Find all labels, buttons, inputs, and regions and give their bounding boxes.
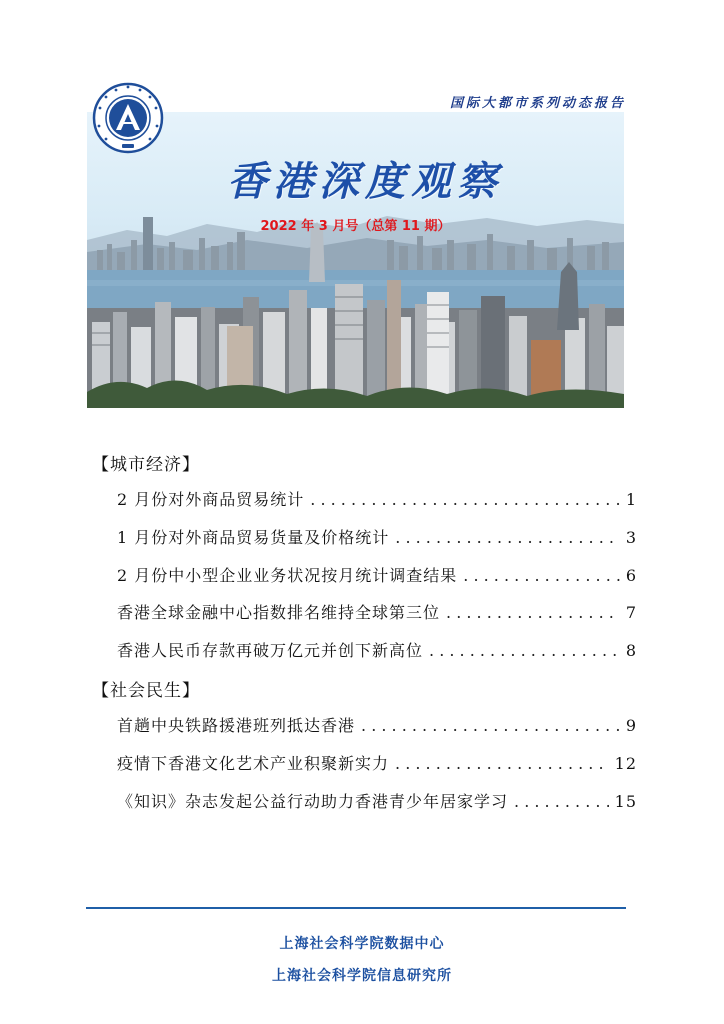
leader-dots: [514, 792, 609, 811]
toc-entry[interactable]: [117, 638, 637, 661]
toc-entry-page: 6: [625, 566, 637, 585]
toc-entry[interactable]: [117, 525, 637, 548]
toc-entry-page: 1: [625, 490, 637, 509]
toc-entry-page: 15: [614, 792, 637, 811]
academy-logo: [92, 82, 164, 154]
toc-entry-title: 香港全球金融中心指数排名维持全球第三位: [117, 603, 441, 622]
section-heading-economy: 【城市经济】: [92, 455, 200, 475]
toc-entry-page: 8: [625, 641, 637, 660]
leader-dots: [361, 716, 620, 735]
leader-dots: [395, 754, 609, 773]
toc-entry[interactable]: [117, 600, 637, 623]
toc-entry-title: 2 月份对外商品贸易统计: [117, 490, 305, 509]
toc-entry-title: 首趟中央铁路援港班列抵达香港: [117, 716, 356, 735]
toc-entry-page: 3: [625, 528, 637, 547]
leader-dots: [395, 528, 620, 547]
toc-entry-page: 7: [625, 603, 637, 622]
series-label: 国际大都市系列动态报告: [449, 96, 626, 111]
toc-entry-title: 《知识》杂志发起公益行动助力香港青少年居家学习: [117, 792, 509, 811]
report-title: 香港深度观察: [227, 158, 503, 205]
toc-entry[interactable]: [117, 789, 637, 812]
toc-entry-title: 疫情下香港文化艺术产业积聚新实力: [117, 754, 390, 773]
leader-dots: [463, 566, 620, 585]
toc-entry-page: 12: [614, 754, 637, 773]
issue-label: 2022 年 3 月号（总第 11 期）: [260, 219, 451, 234]
footer-org-info-institute: 上海社会科学院信息研究所: [272, 968, 452, 984]
leader-dots: [310, 490, 620, 509]
toc-entry[interactable]: [117, 563, 637, 586]
toc-entry-title: 2 月份中小型企业业务状况按月统计调查结果: [117, 566, 458, 585]
section-heading-society: 【社会民生】: [92, 681, 200, 701]
toc-entry-title: 1 月份对外商品贸易货量及价格统计: [117, 528, 390, 547]
toc-entry[interactable]: [117, 487, 637, 510]
toc-entry[interactable]: [117, 713, 637, 736]
leader-dots: [446, 603, 620, 622]
toc-entry-title: 香港人民币存款再破万亿元并创下新高位: [117, 641, 424, 660]
toc-entry[interactable]: [117, 751, 637, 774]
academy-seal-icon: [92, 82, 164, 154]
cover-image: [87, 112, 624, 408]
toc-entry-page: 9: [625, 716, 637, 735]
leader-dots: [429, 641, 620, 660]
footer-divider: [86, 907, 626, 909]
footer-org-data-center: 上海社会科学院数据中心: [279, 936, 445, 952]
